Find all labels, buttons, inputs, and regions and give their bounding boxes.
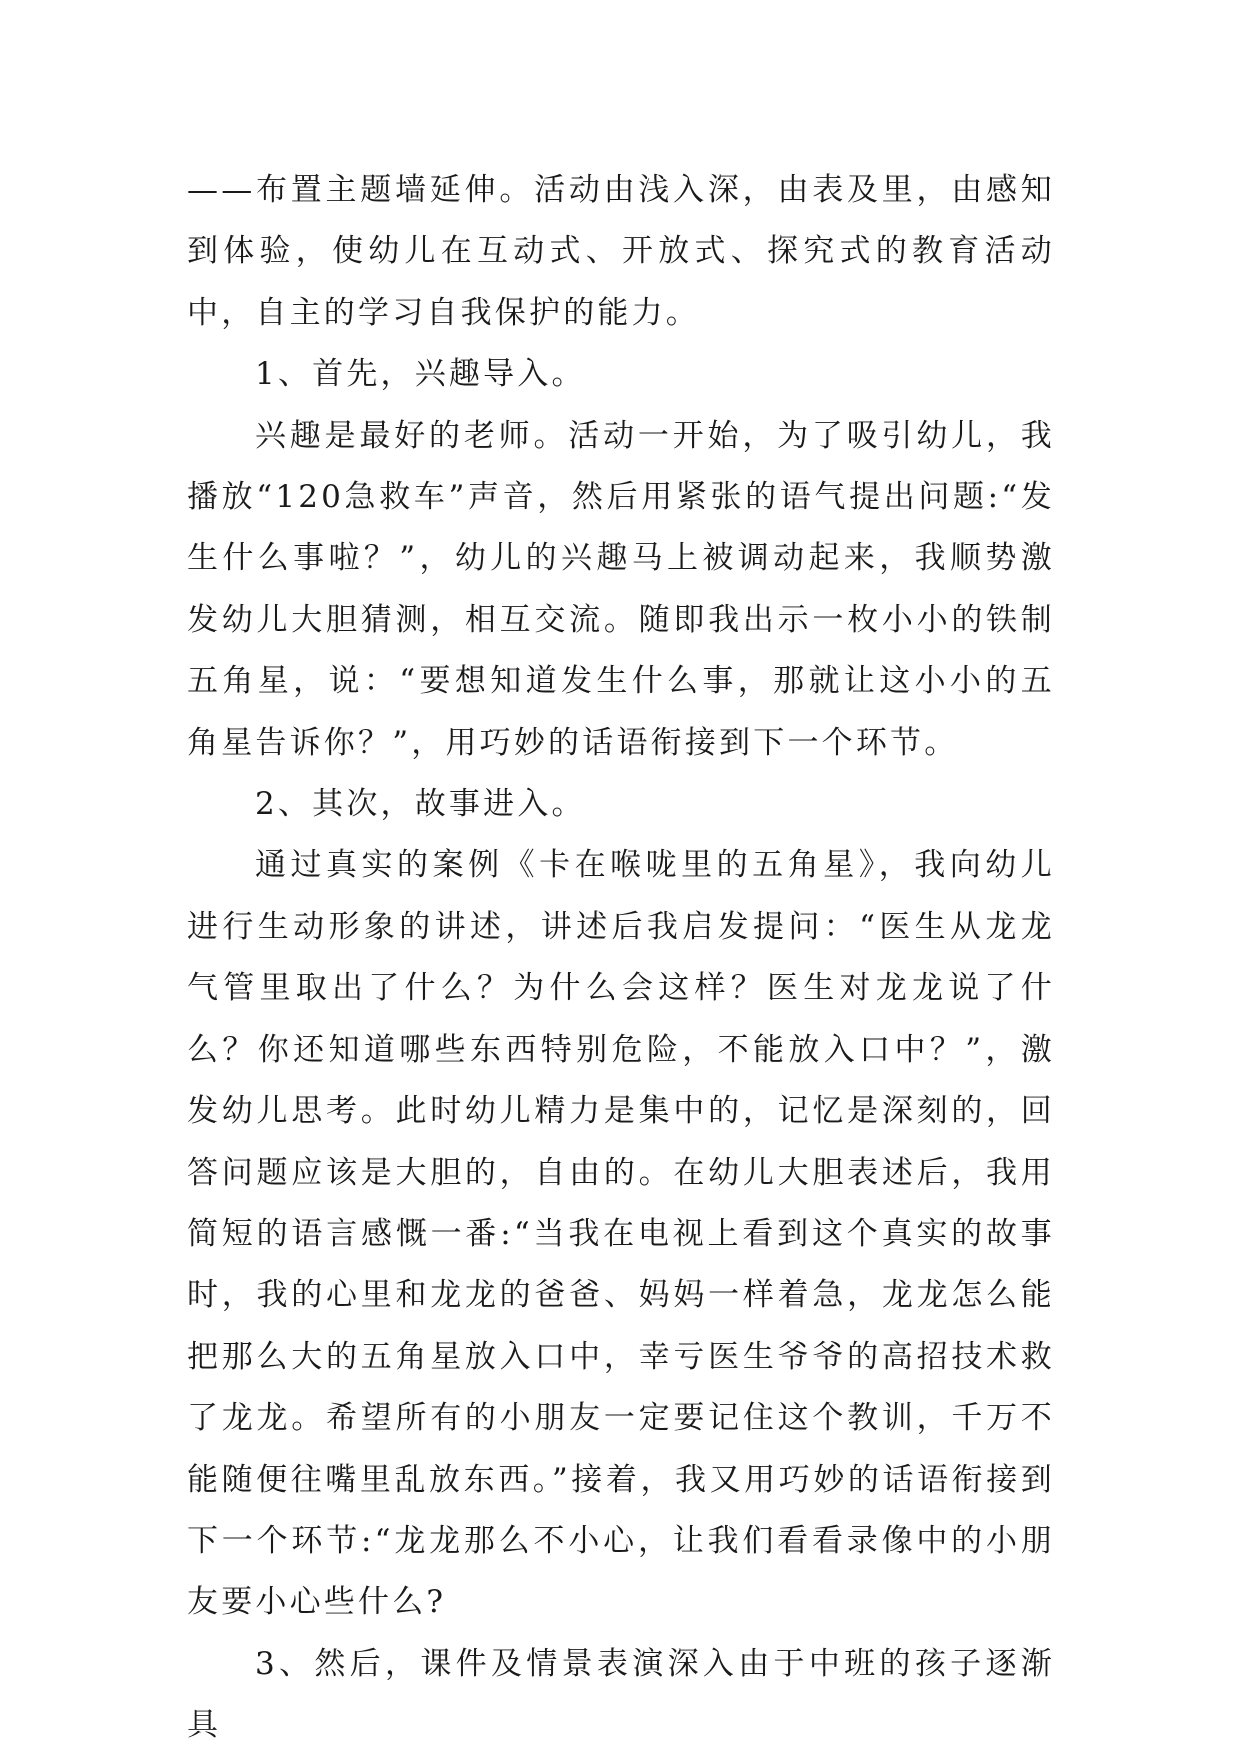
heading-step-2: 2、其次，故事进入。: [255, 786, 586, 823]
heading-step-1: 1、首先，兴趣导入。: [255, 356, 586, 393]
paragraph-continuation: ——布置主题墙延伸。活动由浅入深，由表及里，由感知到体验，使幼儿在互动式、开放式、探究式的教育活动中，自主的学习自我保护的能力。: [187, 172, 1055, 331]
heading-step-3: 3、然后，课件及情景表演深入由于中班的孩子逐渐具: [187, 1645, 1055, 1744]
paragraph-story: 通过真实的案例《卡在喉咙里的五角星》，我向幼儿进行生动形象的讲述，讲述后我启发提问：“医生从龙龙气管里取出了什么？为什么会这样？医生对龙龙说了什么？你还知道哪些东西特别危险，不能放入口中？”，激发幼儿思考。此时幼儿精力是集中的，记忆是深刻的，回答问题应该是大胆的，自由的。在幼儿大胆表述后，我用简短的语言感慨一番:“当我在电视上看到这个真实的故事时，我的心里和龙龙的爸爸、妈妈一样着急，龙龙怎么能把那么大的五角星放入口中，幸亏医生爷爷的高招技术救了龙龙。希望所有的小朋友一定要记住这个教训，千万不能随便往嘴里乱放东西。”接着，我又用巧妙的话语衔接到下一个环节:“龙龙那么不小心，让我们看看录像中的小朋友要小心些什么?: [187, 847, 1055, 1621]
paragraph-interest: 兴趣是最好的老师。活动一开始，为了吸引幼儿，我播放“120急救车”声音，然后用紧张的语气提出问题:“发生什么事啦？”，幼儿的兴趣马上被调动起来，我顺势激发幼儿大胆猜测，相互交流。随即我出示一枚小小的铁制五角星，说：“要想知道发生什么事，那就让这小小的五角星告诉你？”，用巧妙的话语衔接到下一个环节。: [187, 417, 1055, 761]
document-body: [187, 160, 1055, 1757]
